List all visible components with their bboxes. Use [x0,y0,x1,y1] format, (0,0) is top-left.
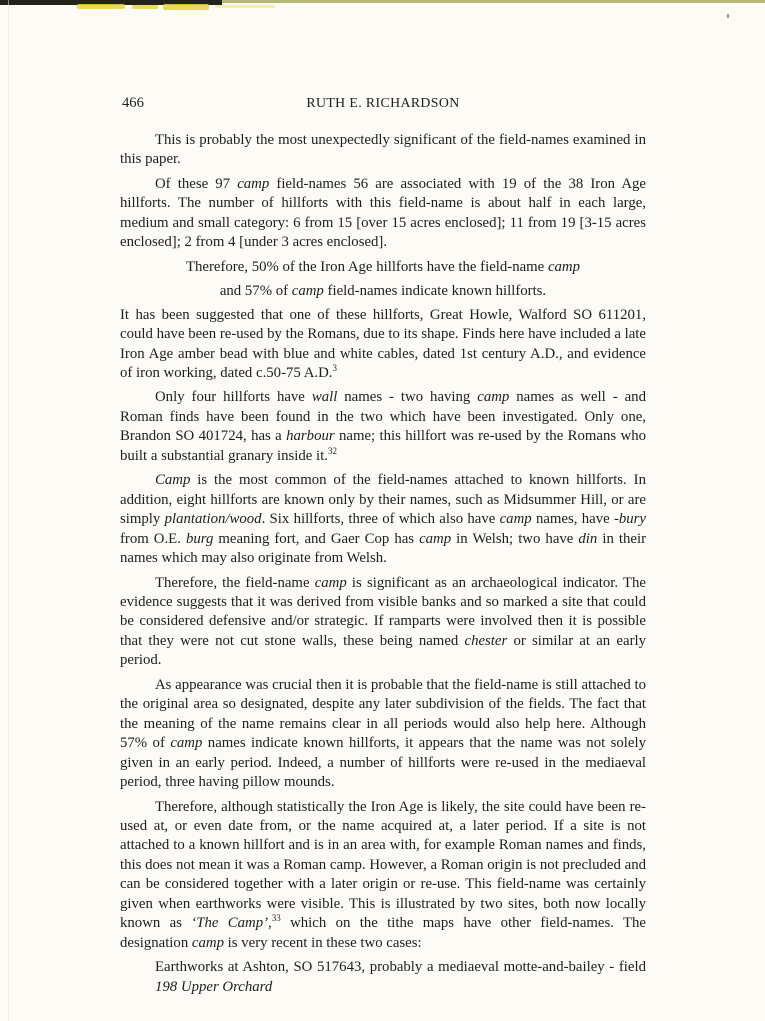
highlighter-mark [77,4,125,9]
paragraph-centered [120,258,646,277]
text-segment: . Six hillforts, three of which also have [261,511,500,528]
text-segment: names, have [531,511,614,528]
text-segment: harbour [286,428,335,445]
scan-crease-line [8,0,9,1021]
running-head-author: RUTH E. RICHARDSON [306,95,460,110]
page-body [120,131,646,997]
text-segment: is significant as an archaeological indicator. The evidence suggests that it was derived from visible banks and so marked a site that could be considered defensive and/or strategic. If ramparts were involved then it is possible that they were not cut stone walls, these being named [120,574,646,649]
text-segment: , [268,915,272,932]
footnote-marker: 3 [332,363,337,374]
text-segment: Therefore, the field-name [155,574,315,591]
paragraph-indent [120,574,646,671]
text-segment: ‘The Camp’ [191,915,269,932]
text-segment: chester [464,632,508,649]
text-segment: in Welsh; two have [451,530,579,547]
text-segment: Camp [155,472,191,489]
text-segment: names - two having [337,389,478,406]
text-segment: As appearance was crucial then it is probable that the field-name is still attached to the original area so designated, despite any later subdivision of the fields. The fact that the meaning of the name remains clear in all periods would also help here. Although 57% of [120,676,646,752]
text-segment: It has been suggested that one of these hillforts, Great Howle, Walford SO 611201, could have been re-used by the Romans, due to its shape. Finds here have included a late Iron Age amber bead with blue and white cables, dated 1st century A.D., and evidence of iron working, dated c.50-75 A.D. [120,306,646,381]
text-segment: camp [477,389,510,406]
text-segment: or similar at an early period. [120,632,646,669]
text-segment: -bury [613,511,646,528]
text-segment: camp [191,934,224,951]
footnote-marker: 33 [271,913,281,924]
text-segment: from O.E. [120,530,186,547]
paragraph-indent [120,798,646,954]
running-header [120,95,646,113]
text-segment: burg [185,530,214,547]
text-segment: Therefore, although statistically the Iron Age is likely, the site could have been re-used at, or even date from, or the name acquired at, a later period. If a site is not attached to a known hillfort and is in an area with, for example Roman names and finds, this does not mean it was a Roman camp. However, a Roman origin is not precluded and can be considered together with a later origin or re-use. This field-name was certainly given when earthworks were visible. This is illustrated by two sites, both now locally known as [120,798,646,932]
paragraph-quote [155,958,646,997]
text-segment: Only four hillforts have [155,389,312,406]
text-segment: name; this hillfort was re-used by the Romans who built a substantial granary inside it. [120,428,646,464]
text-segment: 198 Upper Orchard [155,978,273,995]
highlighter-mark [215,5,275,8]
text-segment: camp [291,283,324,300]
text-segment: is very recent in these two cases: [223,934,422,951]
text-segment: names indicate known hillforts, it appears that the name was not solely given in an early period. Indeed, a number of hillforts were re-used in the mediaeval period, three having pillow mounds. [120,735,646,791]
highlighter-mark [163,4,209,10]
text-segment: and 57% of [219,283,292,300]
text-segment: camp [237,175,270,192]
paragraph-noindent [120,306,646,384]
text-segment: This is probably the most unexpectedly significant of the field-names examined in this paper. [120,132,646,168]
paragraph-indent [120,175,646,253]
text-segment: camp [314,574,347,591]
text-segment: field-names indicate known hillforts. [323,283,547,300]
scan-speck [727,14,729,18]
text-segment: field-names 56 are associated with 19 of the 38 Iron Age hillforts. The number of hillforts with this field-name is about half in each large, medium and small category: 6 from 15 [over 15 acres enclosed]; 11 from 19 [3-15 acres enclosed]; 2 from 4 [under 3 acres enclosed]. [120,175,646,251]
text-segment: Therefore, 50% of the Iron Age hillforts have the field-name [185,258,548,275]
text-segment: is the most common of the field-names attached to known hillforts. In addition, eight hillforts are known only by their names, such as Midsummer Hill, or are simply [120,472,646,528]
footnote-marker: 32 [327,445,337,456]
paragraph-indent [120,471,646,568]
paragraph-indent [120,388,646,466]
text-segment: camp [499,511,532,528]
paragraph-indent [120,676,646,793]
page-number: 466 [122,95,144,111]
text-segment: din [578,530,598,547]
text-segment: in their names which may also originate from Welsh. [120,530,646,567]
text-segment: which on the tithe maps have other field-names. The designation [120,915,646,951]
text-segment: camp [170,735,203,752]
text-segment: Earthworks at Ashton, SO 517643, probably a mediaeval motte-and-bailey - field [155,959,646,976]
text-segment: camp [547,258,581,275]
paragraph-centered [120,282,646,301]
text-segment: Of these 97 [155,175,238,192]
highlighter-mark [132,5,158,9]
text-segment: camp [419,530,452,547]
text-segment: plantation/wood [164,511,262,528]
text-segment: meaning fort, and Gaer Cop has [213,530,420,547]
text-segment: wall [311,389,338,406]
text-segment: names as well - and Roman finds have been found in the two which have been investigated. Only one, Brandon SO 401724, has a [120,389,646,445]
paragraph-indent [120,131,646,170]
